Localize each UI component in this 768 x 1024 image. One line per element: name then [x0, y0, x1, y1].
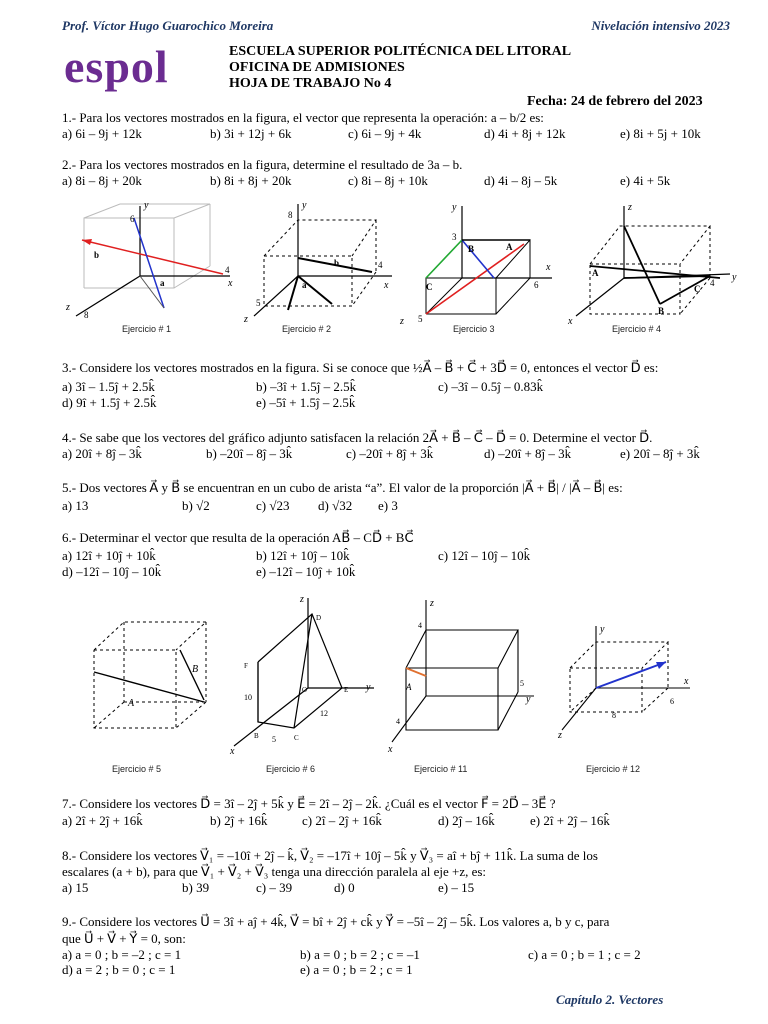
svg-text:y: y: [732, 272, 737, 283]
figure-exercise-1: [60, 196, 240, 326]
author-header: Prof. Víctor Hugo Guarochico Moreira: [62, 18, 274, 33]
question-2: 2.- Para los vectores mostrados en la figura, determine el resultado de 3a – b.: [62, 157, 463, 172]
question-3: 3.- Considere los vectores mostrados en la figura. Si se conoce que ½A⃗ – B⃗ + C⃗ + 3D⃗ = 0, entonces el vector D⃗ es:: [62, 360, 659, 375]
q7-option-d: d) 2ĵ – 16k̂: [438, 813, 495, 828]
q9-options: [62, 947, 742, 979]
caption-exercise-4: Ejercicio # 4: [612, 324, 662, 334]
q3-option-d: d) 9î + 1.5ĵ + 2.5k̂: [62, 395, 157, 410]
svg-text:6: 6: [130, 214, 135, 224]
svg-text:z: z: [400, 316, 404, 326]
chapter-footer: Capítulo 2. Vectores: [556, 992, 664, 1007]
svg-text:5: 5: [520, 679, 524, 688]
svg-text:espol: espol: [64, 48, 169, 92]
svg-text:E: E: [344, 686, 349, 694]
svg-text:12: 12: [320, 709, 328, 718]
svg-text:5: 5: [256, 298, 261, 308]
q1-option-b: b) 3i + 12j + 6k: [210, 126, 292, 141]
q9-option-e: e) a = 0 ; b = 2 ; c = 1: [300, 962, 413, 977]
q1-option-a: a) 6i – 9j + 12k: [62, 126, 142, 141]
q7-option-c: c) 2î – 2ĵ + 16k̂: [302, 813, 382, 828]
svg-text:F: F: [244, 662, 248, 670]
svg-text:y: y: [526, 694, 531, 705]
svg-text:z: z: [558, 730, 562, 741]
svg-text:C: C: [694, 284, 701, 294]
q5-option-b: b) √2: [182, 498, 210, 513]
q2-option-c: c) 8i – 8j + 10k: [348, 173, 428, 188]
worksheet-title: HOJA DE TRABAJO No 4: [229, 76, 392, 91]
q6-option-d: d) –12î – 10ĵ – 10k̂: [62, 564, 162, 579]
question-9-line-2: que U⃗ + V⃗ + Y⃗ = 0, son:: [62, 931, 186, 946]
svg-text:C: C: [426, 282, 433, 292]
svg-text:10: 10: [244, 693, 252, 702]
q8-option-b: b) 39: [182, 880, 210, 895]
svg-text:x: x: [230, 746, 235, 757]
q8-option-a: a) 15: [62, 880, 89, 895]
q7-options: [62, 813, 742, 829]
svg-text:x: x: [568, 316, 573, 326]
svg-text:y: y: [366, 682, 371, 693]
q8-option-c: c) – 39: [256, 880, 293, 895]
svg-text:b: b: [94, 250, 100, 260]
course-header: Nivelación intensivo 2023: [591, 18, 730, 33]
q5-option-c: c) √23: [256, 498, 290, 513]
q5-option-e: e) 3: [378, 498, 398, 513]
caption-exercise-3: Ejercicio 3: [453, 324, 495, 334]
q4-options: [62, 446, 742, 462]
svg-text:3: 3: [452, 232, 457, 242]
question-9-line-1: 9.- Considere los vectores U⃗ = 3î + aĵ + 4k̂, V⃗ = bî + 2ĵ + ck̂ y Y⃗ = –5î – 2ĵ – 5k̂. Los valores a, b y c, para: [62, 914, 610, 929]
q8-options: [62, 880, 742, 896]
caption-exercise-5: Ejercicio # 5: [112, 764, 162, 774]
q3-option-e: e) –5î + 1.5ĵ – 2.5k̂: [256, 395, 356, 410]
question-6: 6.- Determinar el vector que resulta de la operación AB⃗ – CD⃗ + BC⃗: [62, 530, 414, 545]
office-name: OFICINA DE ADMISIONES: [229, 60, 405, 75]
q6-option-c: c) 12î – 10ĵ – 10k̂: [438, 548, 531, 563]
svg-text:4: 4: [710, 278, 715, 288]
q4-option-d: d) –20î + 8ĵ – 3k̂: [484, 446, 572, 461]
svg-text:a: a: [160, 278, 165, 288]
espol-logo: [64, 48, 212, 99]
caption-exercise-11: Ejercicio # 11: [414, 764, 468, 774]
q6-option-e: e) –12î – 10ĵ + 10k̂: [256, 564, 356, 579]
svg-text:5: 5: [418, 314, 423, 324]
q4-option-b: b) –20î – 8ĵ – 3k̂: [206, 446, 293, 461]
question-7: 7.- Considere los vectores D⃗ = 3î – 2ĵ + 5k̂ y E⃗ = 2î – 2ĵ – 2k̂. ¿Cuál es el vector F⃗ = 2D⃗ – 3E⃗ ?: [62, 796, 556, 811]
svg-text:C: C: [294, 734, 299, 742]
q6-options: [62, 548, 742, 580]
svg-text:z: z: [300, 594, 304, 605]
question-1: 1.- Para los vectores mostrados en la figura, el vector que representa la operación: a – b/2 es:: [62, 110, 544, 125]
q2-options: [62, 173, 742, 189]
svg-text:A: A: [592, 268, 599, 278]
caption-exercise-1: Ejercicio # 1: [122, 324, 172, 334]
q6-option-a: a) 12î + 10ĵ + 10k̂: [62, 548, 156, 563]
school-name: ESCUELA SUPERIOR POLITÉCNICA DEL LITORAL: [229, 44, 572, 59]
svg-text:A⃗: A⃗: [128, 698, 142, 709]
q7-option-a: a) 2î + 2ĵ + 16k̂: [62, 813, 143, 828]
svg-text:z: z: [244, 314, 248, 325]
question-8-line-2: escalares (a + b), para que V⃗₁ + V⃗₂ + V⃗₃ tenga una dirección paralela al eje +z, es:: [62, 864, 487, 879]
svg-text:z: z: [66, 302, 70, 313]
svg-text:y: y: [600, 624, 605, 635]
q1-option-e: e) 8i + 5j + 10k: [620, 126, 701, 141]
figure-exercise-11: [386, 596, 536, 756]
svg-text:B: B: [658, 306, 665, 316]
svg-text:x: x: [384, 280, 389, 291]
q4-option-a: a) 20î + 8ĵ – 3k̂: [62, 446, 142, 461]
figures-row-1: [60, 196, 740, 344]
q4-option-e: e) 20î – 8ĵ + 3k̂: [620, 446, 700, 461]
svg-text:6: 6: [534, 280, 539, 290]
svg-text:y: y: [302, 200, 307, 211]
svg-text:x: x: [684, 676, 689, 687]
question-4: 4.- Se sabe que los vectores del gráfico adjunto satisfacen la relación 2A⃗ + B⃗ – C⃗ – D⃗ = 0. Determine el vector D⃗.: [62, 430, 653, 445]
svg-text:z: z: [628, 202, 632, 213]
figure-exercise-6: [228, 592, 378, 762]
caption-exercise-6: Ejercicio # 6: [266, 764, 316, 774]
question-8-line-1: 8.- Considere los vectores V⃗₁ = –10î + 2ĵ – k̂, V⃗₂ = –17î + 10ĵ – 5k̂ y V⃗₃ = aî + bĵ + 11k̂. La suma de los: [62, 848, 598, 863]
svg-text:B: B: [254, 732, 259, 740]
figure-exercise-4: [560, 196, 740, 326]
svg-text:D: D: [316, 614, 322, 622]
q8-option-e: e) – 15: [438, 880, 475, 895]
caption-exercise-2: Ejercicio # 2: [282, 324, 332, 334]
svg-text:y: y: [144, 200, 149, 211]
svg-text:z: z: [430, 598, 434, 609]
caption-exercise-12: Ejercicio # 12: [586, 764, 641, 774]
svg-text:x: x: [228, 278, 233, 289]
q3-option-a: a) 3î – 1.5ĵ + 2.5k̂: [62, 379, 155, 394]
svg-text:y: y: [452, 202, 457, 213]
q3-options: [62, 379, 742, 411]
svg-text:4: 4: [225, 265, 230, 275]
figure-exercise-5: [80, 610, 220, 750]
q9-option-c: c) a = 0 ; b = 1 ; c = 2: [528, 947, 641, 962]
svg-text:B⃗: B⃗: [192, 664, 206, 675]
figure-exercise-3: [396, 196, 566, 326]
q3-option-b: b) –3î + 1.5ĵ – 2.5k̂: [256, 379, 357, 394]
q6-option-b: b) 12î + 10ĵ – 10k̂: [256, 548, 350, 563]
q9-option-a: a) a = 0 ; b = –2 ; c = 1: [62, 947, 182, 962]
svg-text:A⃗: A⃗: [406, 682, 419, 692]
svg-text:x: x: [388, 744, 393, 755]
svg-text:B: B: [468, 244, 475, 254]
q2-option-e: e) 4i + 5k: [620, 173, 671, 188]
date: Fecha: 24 de febrero del 2023: [527, 94, 703, 109]
q9-option-b: b) a = 0 ; b = 2 ; c = –1: [300, 947, 420, 962]
figures-row-2: [80, 592, 700, 780]
q1-options: [62, 126, 742, 142]
q3-option-c: c) –3î – 0.5ĵ – 0.83k̂: [438, 379, 544, 394]
svg-text:4: 4: [418, 621, 422, 630]
q1-option-d: d) 4i + 8j + 12k: [484, 126, 566, 141]
svg-text:A: A: [506, 242, 513, 252]
q2-option-a: a) 8i – 8j + 20k: [62, 173, 142, 188]
figure-exercise-12: [556, 622, 696, 742]
svg-text:6: 6: [670, 697, 674, 706]
q7-option-b: b) 2ĵ + 16k̂: [210, 813, 268, 828]
svg-text:4: 4: [396, 717, 400, 726]
q4-option-c: c) –20î + 8ĵ + 3k̂: [346, 446, 434, 461]
svg-text:O: O: [302, 686, 308, 694]
q5-option-a: a) 13: [62, 498, 89, 513]
q8-option-d: d) 0: [334, 880, 355, 895]
svg-text:8: 8: [612, 711, 616, 720]
q1-option-c: c) 6i – 9j + 4k: [348, 126, 422, 141]
q2-option-b: b) 8i + 8j + 20k: [210, 173, 292, 188]
q2-option-d: d) 4i – 8j – 5k: [484, 173, 558, 188]
figure-exercise-2: [242, 196, 402, 326]
svg-text:8: 8: [84, 310, 89, 320]
svg-text:x: x: [546, 262, 551, 273]
question-5: 5.- Dos vectores A⃗ y B⃗ se encuentran en un cubo de arista “a”. El valor de la proporción |A⃗ + B⃗| / |A⃗ – B⃗| es:: [62, 480, 623, 495]
q5-option-d: d) √32: [318, 498, 353, 513]
svg-text:5: 5: [272, 735, 276, 744]
q9-option-d: d) a = 2 ; b = 0 ; c = 1: [62, 962, 176, 977]
svg-text:8: 8: [288, 210, 293, 220]
svg-text:b: b: [334, 258, 340, 268]
svg-text:a: a: [302, 280, 307, 290]
svg-text:4: 4: [378, 260, 383, 270]
q7-option-e: e) 2î + 2ĵ – 16k̂: [530, 813, 610, 828]
q5-options: [62, 498, 742, 514]
